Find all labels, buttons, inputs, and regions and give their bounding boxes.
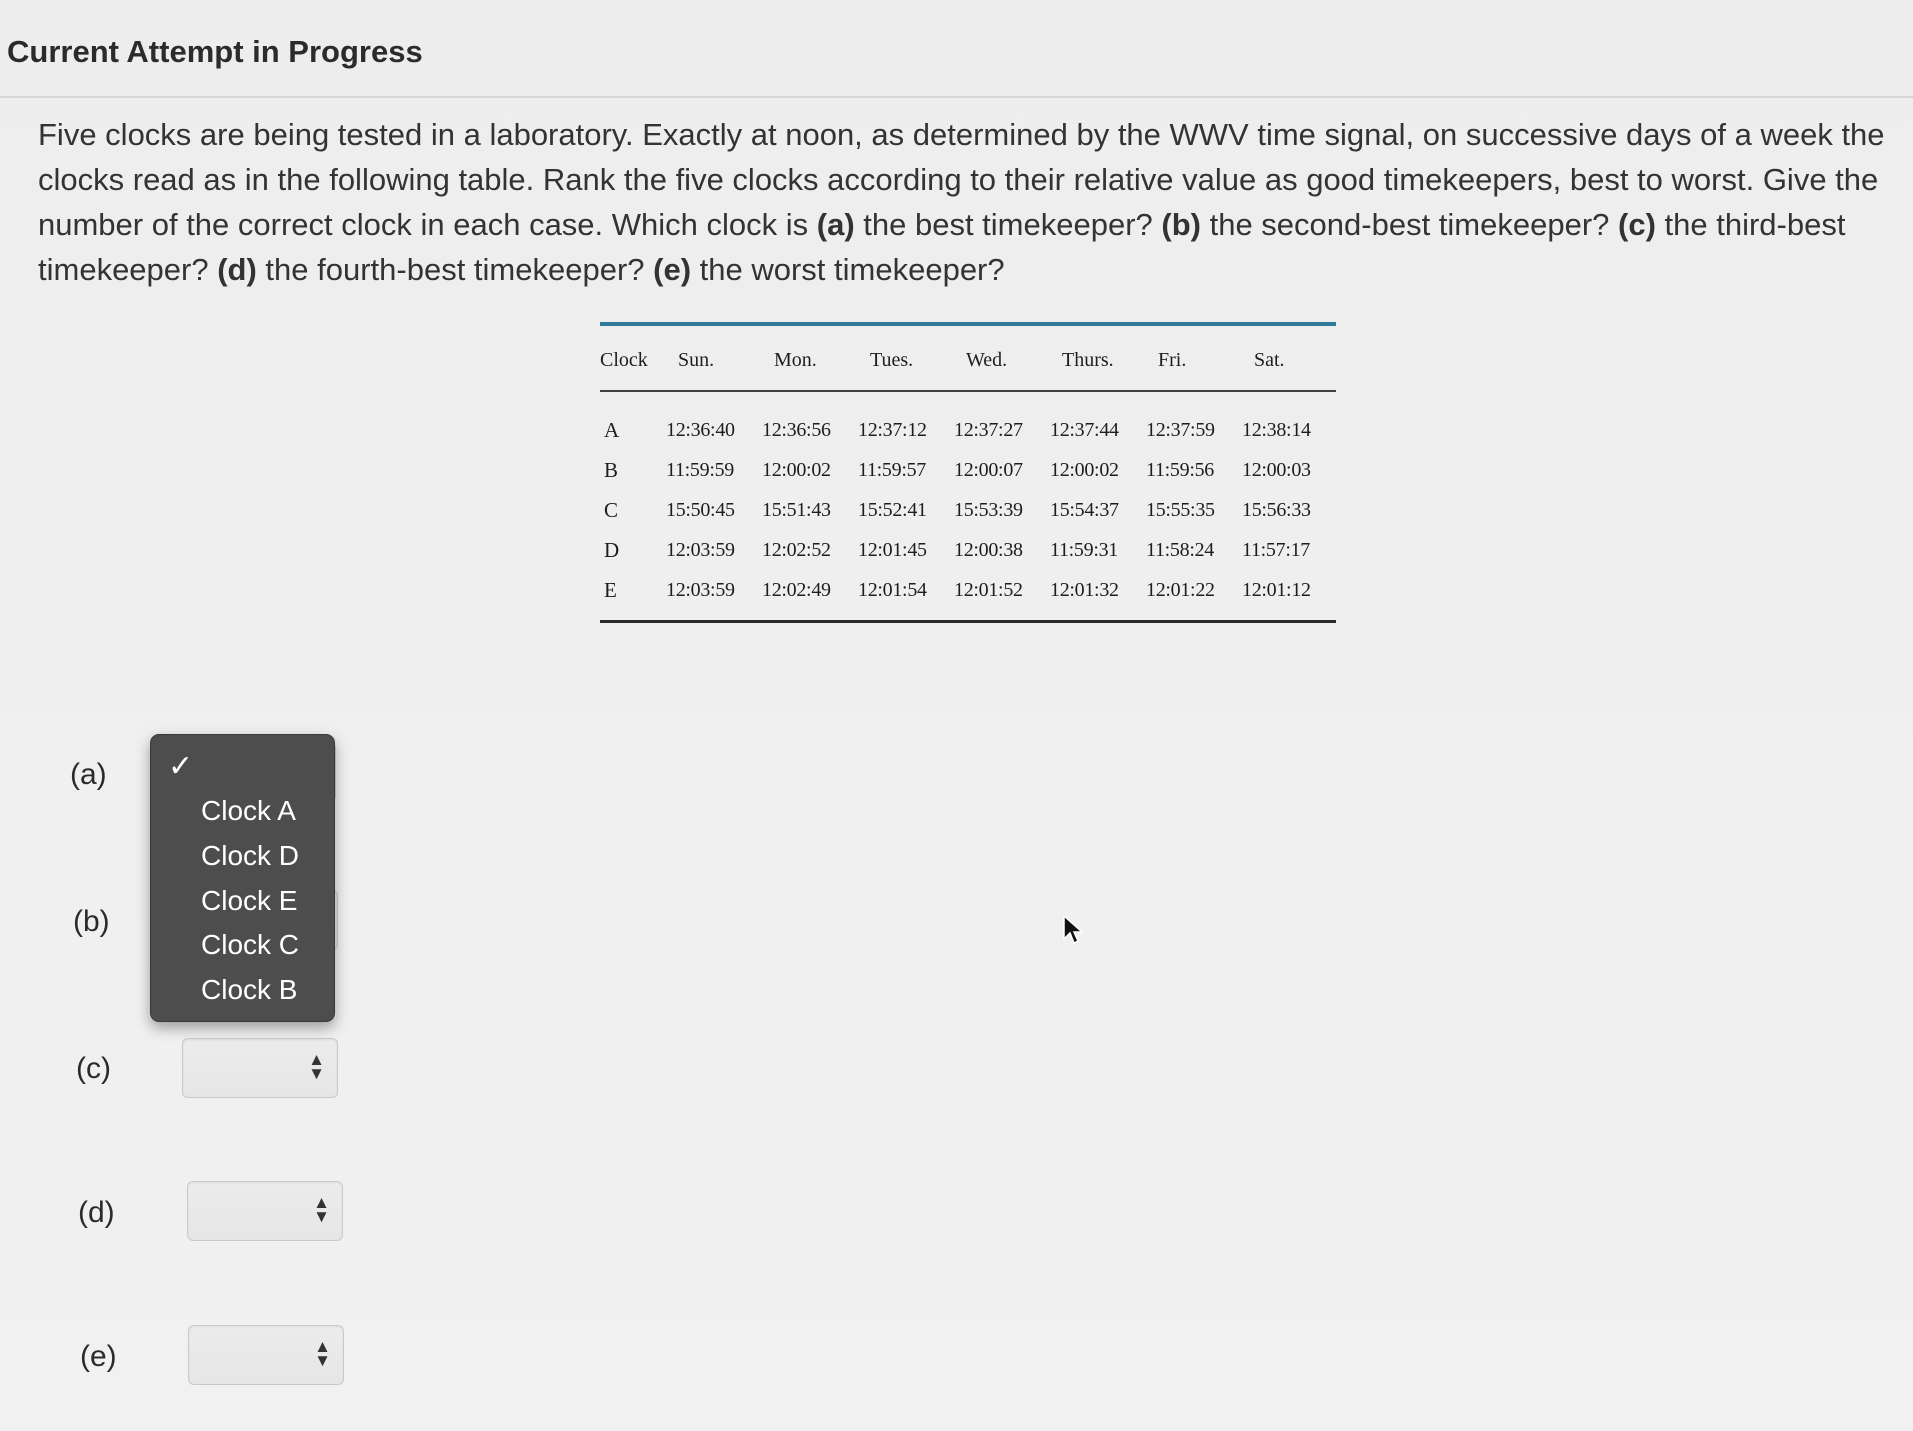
header-bar: [0, 0, 1913, 98]
table-row: [600, 450, 1336, 490]
question-line-1: Five clocks are being tested in a laboratory. Exactly at noon, as determined by the WWV time signal, on successive days of a week the: [38, 117, 1885, 152]
table-cell: 15:50:45: [666, 498, 735, 521]
table-header-row: [600, 344, 1336, 376]
table-cell: 12:37:27: [954, 418, 1023, 441]
table-cell: 12:01:12: [1242, 578, 1311, 601]
table-cell: 11:58:24: [1146, 538, 1214, 561]
table-row: [600, 570, 1336, 610]
table-cell: 12:02:49: [762, 578, 831, 601]
mouse-cursor-icon: [1062, 915, 1084, 947]
answer-label-b: (b): [73, 905, 110, 938]
table-cell: 12:03:59: [666, 578, 735, 601]
select-arrows-icon: ▲ ▼: [308, 1050, 325, 1083]
table-cell: 12:01:52: [954, 578, 1023, 601]
dropdown-option[interactable]: Clock E: [201, 885, 298, 916]
question-text: [38, 112, 1898, 292]
answer-label-c: (c): [76, 1052, 111, 1085]
dropdown-option[interactable]: Clock B: [201, 974, 298, 1005]
select-arrows-icon: ▲ ▼: [314, 1337, 331, 1370]
table-cell: 15:55:35: [1146, 498, 1215, 521]
table-header-cell: Sun.: [678, 348, 715, 371]
answer-dropdown-menu[interactable]: [150, 734, 335, 1022]
table-cell: 12:03:59: [666, 538, 735, 561]
table-cell: 12:01:32: [1050, 578, 1119, 601]
table-cell: 15:54:37: [1050, 498, 1119, 521]
question-line-4: timekeeper? (d) the fourth-best timekeeper? (e) the worst timekeeper?: [38, 252, 1005, 287]
table-row-clock: E: [604, 577, 617, 602]
table-header-rule: [600, 390, 1336, 392]
table-body: [600, 410, 1336, 610]
table-row-clock: B: [604, 457, 619, 482]
table-cell: 12:38:14: [1242, 418, 1311, 441]
table-cell: 12:00:38: [954, 538, 1023, 561]
table-cell: 11:59:59: [666, 458, 734, 481]
table-top-rule: [600, 322, 1336, 326]
dropdown-option[interactable]: Clock A: [201, 795, 296, 826]
table-row: [600, 410, 1336, 450]
table-cell: 12:02:52: [762, 538, 831, 561]
table-header-cell: Fri.: [1158, 348, 1187, 371]
table-row: [600, 490, 1336, 530]
answer-label-d: (d): [78, 1196, 115, 1229]
table-row-clock: C: [604, 497, 619, 522]
table-cell: 12:37:12: [858, 418, 927, 441]
table-cell: 12:37:59: [1146, 418, 1215, 441]
answer-label-e: (e): [80, 1340, 117, 1373]
table-cell: 15:56:33: [1242, 498, 1311, 521]
table-header-cell: Mon.: [774, 348, 817, 371]
table-cell: 15:53:39: [954, 498, 1023, 521]
table-header-cell: Clock: [600, 348, 648, 371]
table-cell: 12:36:40: [666, 418, 735, 441]
table-cell: 11:59:56: [1146, 458, 1214, 481]
table-cell: 12:37:44: [1050, 418, 1119, 441]
question-line-2: clocks read as in the following table. Rank the five clocks according to their relative value as good timekeepers, best to worst. Give the: [38, 162, 1879, 197]
select-arrows-icon: ▲ ▼: [313, 1193, 330, 1226]
table-header-cell: Wed.: [966, 348, 1008, 371]
table-bottom-rule: [600, 620, 1336, 623]
table-row-clock: A: [604, 417, 620, 442]
clock-readings-table: [600, 322, 1336, 623]
table-header-cell: Sat.: [1254, 348, 1285, 371]
dropdown-option[interactable]: Clock D: [201, 840, 300, 871]
page-title: Current Attempt in Progress: [7, 34, 423, 69]
question-line-3: number of the correct clock in each case. Which clock is (a) the best timekeeper? (b) the second-best timekeeper? (c) the third-best: [38, 207, 1846, 242]
dropdown-option[interactable]: Clock C: [201, 929, 300, 960]
answer-select-e[interactable]: [188, 1325, 344, 1385]
table-header-cell: Tues.: [870, 348, 914, 371]
checkmark-icon: ✓: [168, 750, 194, 783]
table-cell: 11:59:31: [1050, 538, 1118, 561]
table-header-cell: Thurs.: [1062, 348, 1114, 371]
table-cell: 15:51:43: [762, 498, 831, 521]
table-cell: 12:01:22: [1146, 578, 1215, 601]
table-cell: 12:00:02: [1050, 458, 1119, 481]
table-cell: 11:57:17: [1242, 538, 1310, 561]
table-cell: 11:59:57: [858, 458, 926, 481]
table-row-clock: D: [604, 537, 620, 562]
table-row: [600, 530, 1336, 570]
table-cell: 15:52:41: [858, 498, 927, 521]
table-cell: 12:01:54: [858, 578, 927, 601]
table-cell: 12:00:07: [954, 458, 1023, 481]
table-cell: 12:01:45: [858, 538, 927, 561]
table-cell: 12:00:02: [762, 458, 831, 481]
answer-label-a: (a): [70, 758, 107, 791]
table-cell: 12:36:56: [762, 418, 831, 441]
answer-select-d[interactable]: [187, 1181, 343, 1241]
table-cell: 12:00:03: [1242, 458, 1311, 481]
answer-select-c[interactable]: [182, 1038, 338, 1098]
